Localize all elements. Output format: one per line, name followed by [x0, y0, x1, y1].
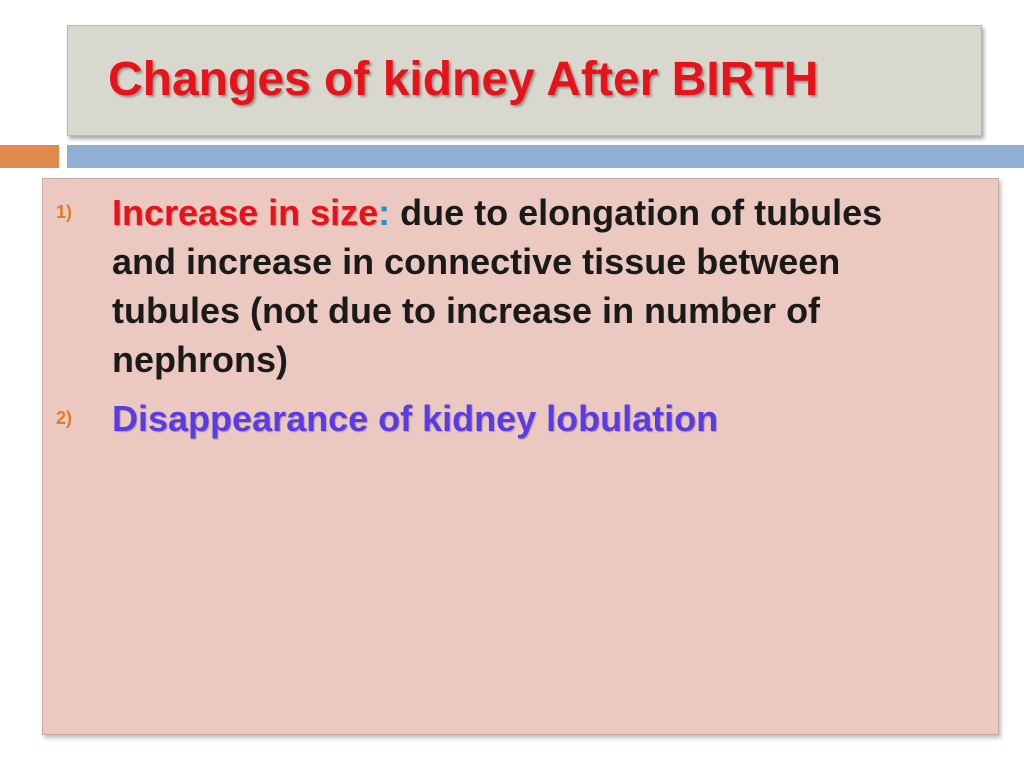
item-description: due to elongation of tubules and increase in connective tissue between tubules (not due to increase in number of nephrons) — [112, 192, 883, 380]
list-marker: 2) — [56, 408, 73, 428]
term-colon: : — [378, 192, 391, 233]
item-text: Disappearance of kidney lobulation — [112, 398, 719, 439]
accent-bar-orange — [0, 145, 59, 168]
slide-title: Changes of kidney After BIRTH — [108, 53, 819, 106]
list-marker: 1) — [56, 202, 73, 222]
item-term: Increase in size — [112, 192, 379, 233]
list-item — [56, 188, 952, 384]
content-box — [42, 178, 999, 735]
list-item — [56, 394, 952, 443]
accent-bar-blue — [67, 145, 1024, 168]
title-box — [67, 25, 982, 136]
